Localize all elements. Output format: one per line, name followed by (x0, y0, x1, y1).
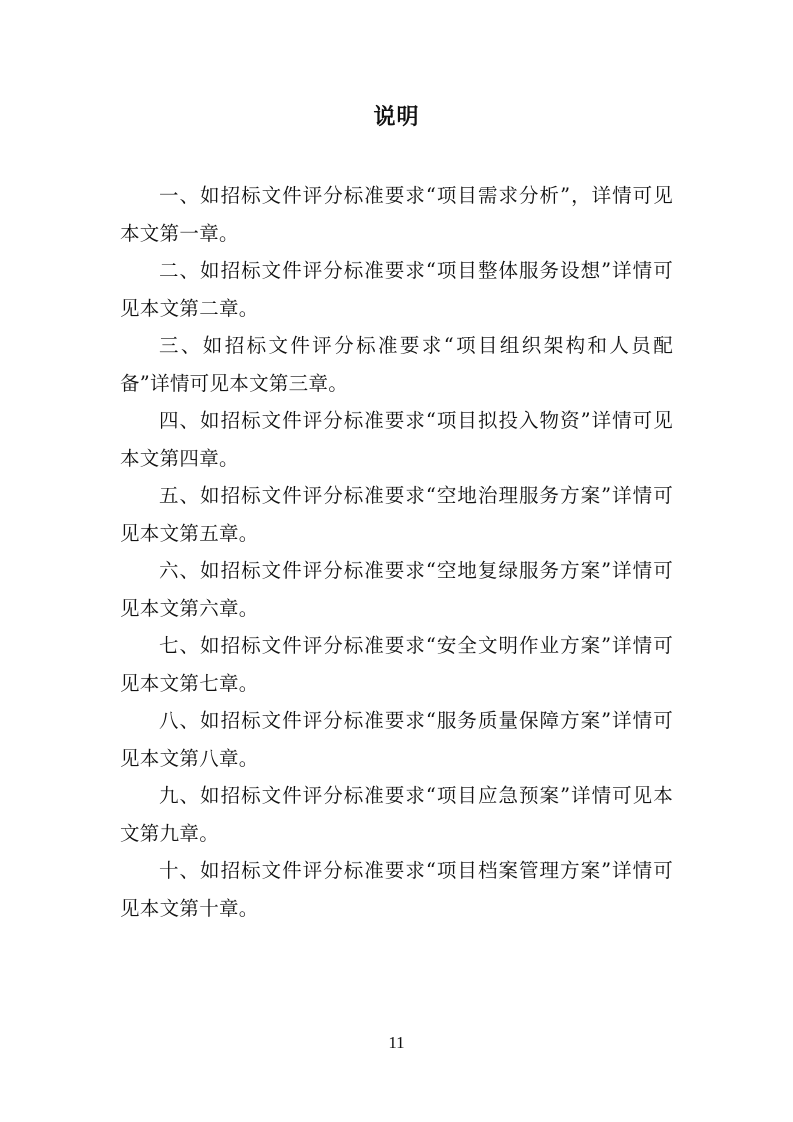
content-body (120, 177, 673, 927)
paragraph-5: 五、如招标文件评分标准要求“空地治理服务方案”详情可见本文第五章。 (120, 484, 673, 545)
paragraph-2: 二、如招标文件评分标准要求“项目整体服务设想”详情可见本文第二章。 (120, 259, 673, 320)
paragraph-1: 一、如招标文件评分标准要求“项目需求分析”，详情可见本文第一章。 (120, 184, 673, 245)
page-title: 说明 (373, 105, 420, 130)
paragraph-10: 十、如招标文件评分标准要求“项目档案管理方案”详情可见本文第十章。 (120, 859, 673, 920)
paragraph-4: 四、如招标文件评分标准要求“项目拟投入物资”详情可见本文第四章。 (120, 409, 673, 470)
paragraph-3: 三、如招标文件评分标准要求“项目组织架构和人员配备”详情可见本文第三章。 (120, 334, 673, 395)
paragraph-6: 六、如招标文件评分标准要求“空地复绿服务方案”详情可见本文第六章。 (120, 559, 673, 620)
paragraph-7: 七、如招标文件评分标准要求“安全文明作业方案”详情可见本文第七章。 (120, 634, 673, 695)
paragraph-8: 八、如招标文件评分标准要求“服务质量保障方案”详情可见本文第八章。 (120, 709, 673, 770)
page-number: 11 (388, 1033, 405, 1052)
paragraph-9: 九、如招标文件评分标准要求“项目应急预案”详情可见本文第九章。 (120, 784, 673, 845)
